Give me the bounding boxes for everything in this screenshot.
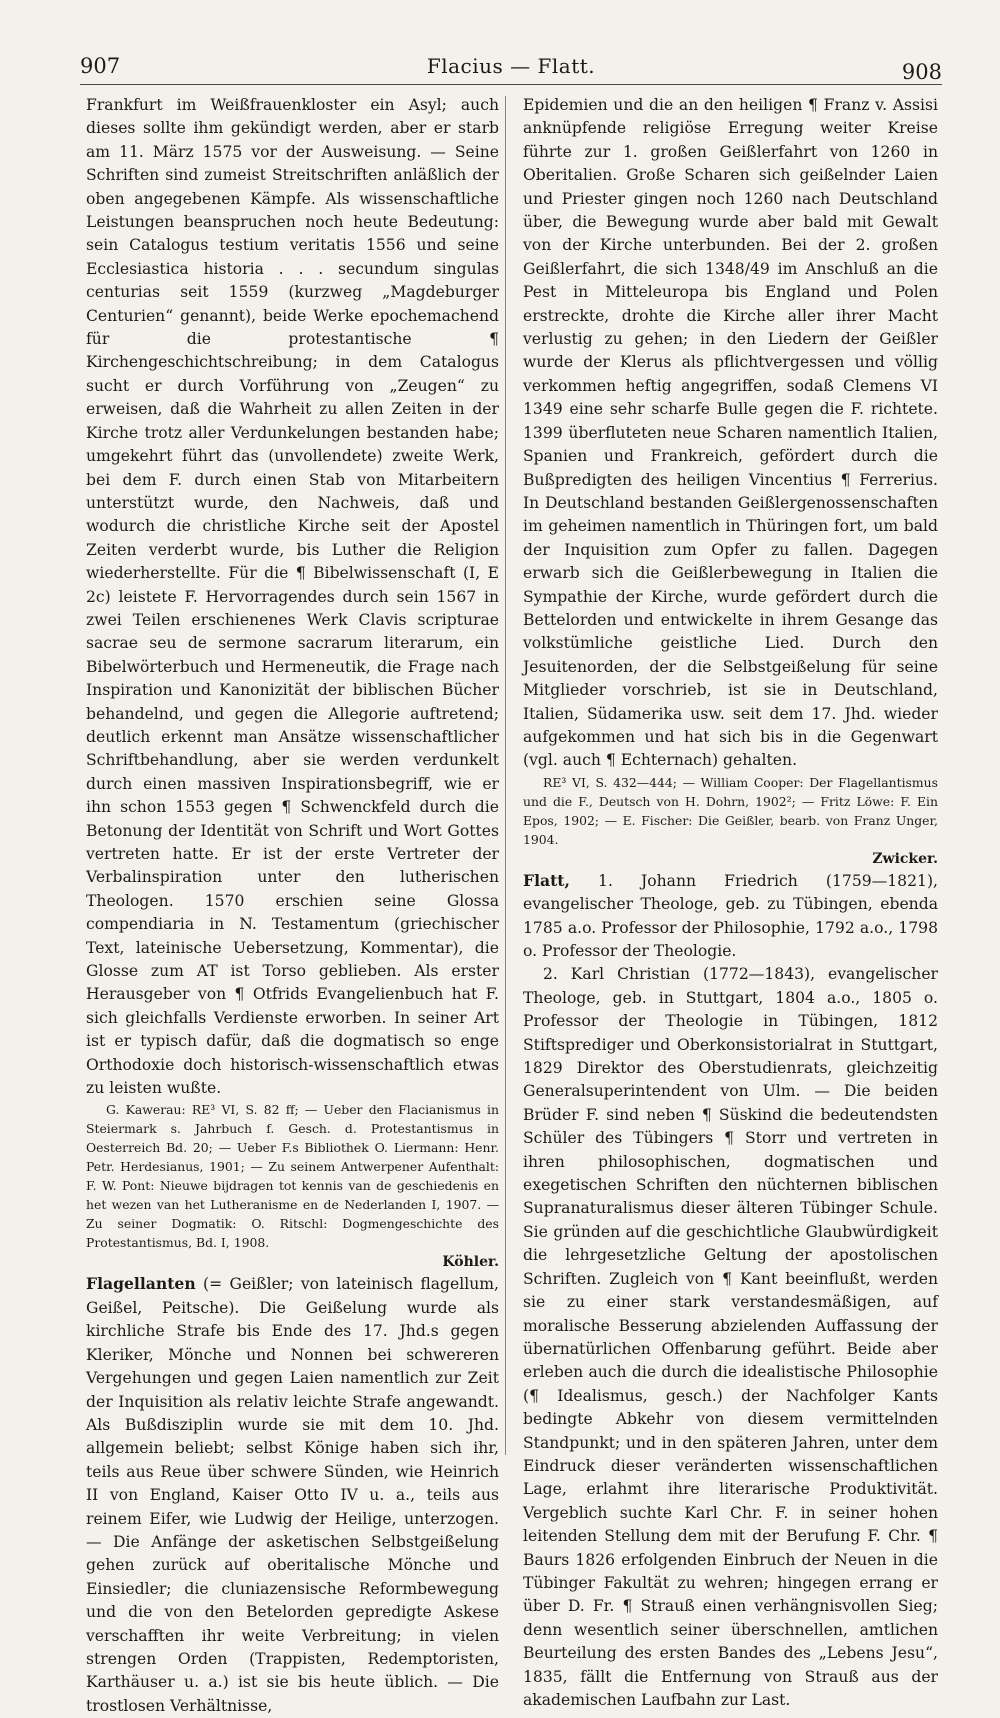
page-number-left: 907 bbox=[80, 54, 121, 78]
left-column bbox=[86, 94, 499, 1718]
right-column bbox=[523, 94, 938, 1712]
flatt-johann-text: 1. Johann Friedrich (1759—1821), evangelischer Theologe, geb. zu Tübingen, ebenda 1785 a.o. Professor der Philosophie, 1792 a.o., 1798 o. Professor der Theologie. bbox=[523, 871, 938, 960]
flagellanten-lemma: Flagellanten bbox=[86, 1274, 196, 1294]
flagellanten-continued: Epidemien und die an den heiligen ¶ Franz v. Assisi anknüpfende religiöse Erregung weiter Kreise führte zur 1. großen Geißlerfahrt von 1260 in Oberitalien. Große Scharen sich geißelnder Laien und Priester gingen noch 1260 nach Deutschland über, die Bewegung wurde aber bald mit Gewalt von der Kirche unterbunden. Bei der 2. großen Geißlerfahrt, die sich 1348/49 im Anschluß an die Pest in Mitteleuropa bis England und Polen erstreckte, drohte die Kirche aller ihrer Macht verlustig zu gehen; in den Liedern der Geißler wurde der Klerus als pflichtvergessen und völlig verkommen heftig angegriffen, sodaß Clemens VI 1349 eine sehr scharfe Bulle gegen die F. richtete. 1399 überfluteten neue Scharen namentlich Italien, Spanien und Frankreich, gefördert durch die Bußpredigten des heiligen Vincentius ¶ Ferrerius. In Deutschland bestanden Geißlergenossenschaften im geheimen namentlich in Thüringen fort, um bald der Inquisition zum Opfer zu fallen. Dagegen erwarb sich die Geißlerbewegung in Italien die Sympathie der Kirche, wurde gefördert durch die Bettelorden und entwickelte in ihrem Gesange das volkstümliche geistliche Lied. Durch den Jesuitenorden, der die Selbstgeißelung für seine Mitglieder vorschrieb, ist sie in Deutschland, Italien, Südamerika usw. seit dem 17. Jhd. wieder aufgekommen und hat sich bis in die Gegenwart (vgl. auch ¶ Echternach) gehalten. bbox=[523, 96, 938, 770]
header-rule bbox=[80, 84, 942, 85]
flagellanten-references: RE³ VI, S. 432—444; — William Cooper: Der Flagellantismus und die F., Deutsch von H. Dohrn, 1902²; — Fritz Löwe: F. Ein Epos, 1902; — E. Fischer: Die Geißler, bearb. von Franz Unger, 1904. bbox=[523, 774, 938, 847]
flagellanten-entry bbox=[86, 1272, 499, 1718]
flagellanten-text: (= Geißler; von lateinisch flagellum, Geißel, Peitsche). Die Geißelung wurde als kirchliche Strafe bis Ende des 17. Jhd.s gegen Kleriker, Mönche und Nonnen bei schwereren Vergehungen und gegen Laien namentlich zur Zeit der Inquisition als relativ leichte Strafe angewandt. Als Bußdisziplin wurde sie mit dem 10. Jhd. allgemein beliebt; selbst Könige haben sich ihr, teils aus Reue über schwere Sünden, wie Heinrich II von England, Kaiser Otto IV u. a., teils aus reinem Eifer, wie Ludwig der Heilige, unterzogen. — Die Anfänge der asketischen Selbstgeißelung gehen zurück auf oberitalische Mönche und Einsiedler; die cluniazensische Reformbewegung und die von den Betelorden gepredigte Askese verschafften ihr weite Verbreitung; in vielen strengen Orden (Trappisten, Redemptoristen, Karthäuser u. a.) ist sie bis heute üblich. — Die trostlosen Verhältnisse, bbox=[86, 1275, 499, 1715]
page-number-right: 908 bbox=[901, 60, 942, 84]
running-head: Flacius — Flatt. bbox=[426, 54, 596, 78]
flacius-paragraph: Frankfurt im Weißfrauenkloster ein Asyl; auch dieses sollte ihm gekündigt werden, aber er starb am 11. März 1575 vor der Ausweisung. — Seine Schriften sind zumeist Streitschriften anläßlich der oben angegebenen Kämpfe. Als wissenschaftliche Leistungen beanspruchen noch heute Bedeutung: sein Catalogus testium veritatis 1556 und seine Ecclesiastica historia . . . secundum singulas centurias seit 1559 (kurzweg „Magdeburger Centurien“ genannt), beide Werke epochemachend für die protestantische ¶ Kirchengeschichtschreibung; in dem Catalogus sucht er durch Vorführung von „Zeugen“ zu erweisen, daß die Wahrheit zu allen Zeiten in der Kirche trotz aller Verdunkelungen bestanden habe; umgekehrt führt das (unvollendete) zweite Werk, bei dem F. durch einen Stab von Mitarbeitern unterstützt wurde, den Nachweis, daß und wodurch die christliche Kirche seit der Apostel Zeiten verderbt wurde, bis Luther die Religion wiederherstellte. Für die ¶ Bibelwissenschaft (I, E 2c) leistete F. Hervorragendes durch sein 1567 in zwei Teilen erschienenes Werk Clavis scripturae sacrae seu de sermone sacrarum literarum, ein Bibelwörterbuch und Hermeneutik, die Frage nach Inspiration und Kanonizität der biblischen Bücher behandelnd, und gegen die Allegorie auftretend; deutlich erkennt man Ansätze wissenschaftlicher Schriftbehandlung, aber sie werden verdunkelt durch einen massiven Inspirationsbegriff, wie er ihn schon 1553 gegen ¶ Schwenckfeld durch die Betonung der Identität von Schrift und Wort Gottes vertreten hatte. Er ist der erste Vertreter der Verbalinspiration unter den lutherischen Theologen. 1570 erschien seine Glossa compendiaria in N. Testamentum (griechischer Text, lateinische Uebersetzung, Kommentar), die Glosse zum AT ist Torso geblieben. Als erster Herausgeber von ¶ Otfrids Evangelienbuch hat F. sich gleichfalls Verdienste erworben. In seiner Art ist er typisch dafür, daß die dogmatisch so enge Orthodoxie doch historisch-wissenschaftlich etwas zu leisten wußte. bbox=[86, 96, 499, 1098]
page-header bbox=[80, 48, 942, 84]
flatt-entry bbox=[523, 869, 938, 964]
flatt-karl-paragraph: 2. Karl Christian (1772—1843), evangelischer Theologe, geb. in Stuttgart, 1804 a.o., 1805 o. Professor der Theologie in Tübingen, 1812 Stiftsprediger und Oberkonsistorialrat in Stuttgart, 1829 Direktor des Oberstudienrats, gleichzeitig Generalsuperintendent von Ulm. — Die beiden Brüder F. sind neben ¶ Süskind die bedeutendsten Schüler des Tübingers ¶ Storr und vertreten in ihren philosophischen, dogmatischen und exegetischen Schriften den nüchternen biblischen Supranaturalismus dieser älteren Tübinger Schule. Sie gründen auf die geschichtliche Glaubwürdigkeit die lehrgesetzliche Geltung der apostolischen Schriften. Zugleich von ¶ Kant beeinflußt, werden sie zu einer stark verstandesmäßigen, auf moralische Besserung abzielenden Auffassung der übernatürlichen Offenbarung geführt. Beide aber erleben auch die durch die idealistische Philosophie (¶ Idealismus, gesch.) der Nachfolger Kants bedingte Abkehr von diesem vermittelnden Standpunkt; und in den späteren Jahren, unter dem Eindruck dieser veränderten wissenschaftlichen Lage, erlahmt ihre literarische Produktivität. Vergeblich suchte Karl Chr. F. in seiner hohen leitenden Stellung dem mit der Berufung F. Chr. ¶ Baurs 1826 erfolgenden Einbruch der Neuen in die Tübinger Fakultät zu wehren; hingegen errang er über D. Fr. ¶ Strauß einen verhängnisvollen Sieg; denn wesentlich seiner überschnellen, amtlichen Beurteilung des ersten Bandes des „Lebens Jesu“, 1835, fällt die Entfernung von Strauß aus der akademischen Laufbahn zur Last. bbox=[523, 965, 938, 1709]
flatt-lemma: Flatt, bbox=[523, 870, 570, 890]
column-divider bbox=[505, 96, 506, 1455]
flacius-references: G. Kawerau: RE³ VI, S. 82 ff; — Ueber den Flacianismus in Steiermark s. Jahrbuch f. Gesch. d. Protestantismus in Oesterreich Bd. 20; — Ueber F.s Bibliothek O. Liermann: Henr. Petr. Herdesianus, 1901; — Zu seinem Antwerpener Aufenthalt: F. W. Pont: Nieuwe bijdragen tot kennis van de geschiedenis en het wezen van het Lutheranisme en de Nederlanden I, 1907. — Zu seiner Dogmatik: O. Ritschl: Dogmengeschichte des Protestantismus, Bd. I, 1908. bbox=[86, 1102, 499, 1251]
flacius-author-signature: Köhler. bbox=[442, 1254, 499, 1271]
flagellanten-author-signature: Zwicker. bbox=[872, 850, 938, 867]
